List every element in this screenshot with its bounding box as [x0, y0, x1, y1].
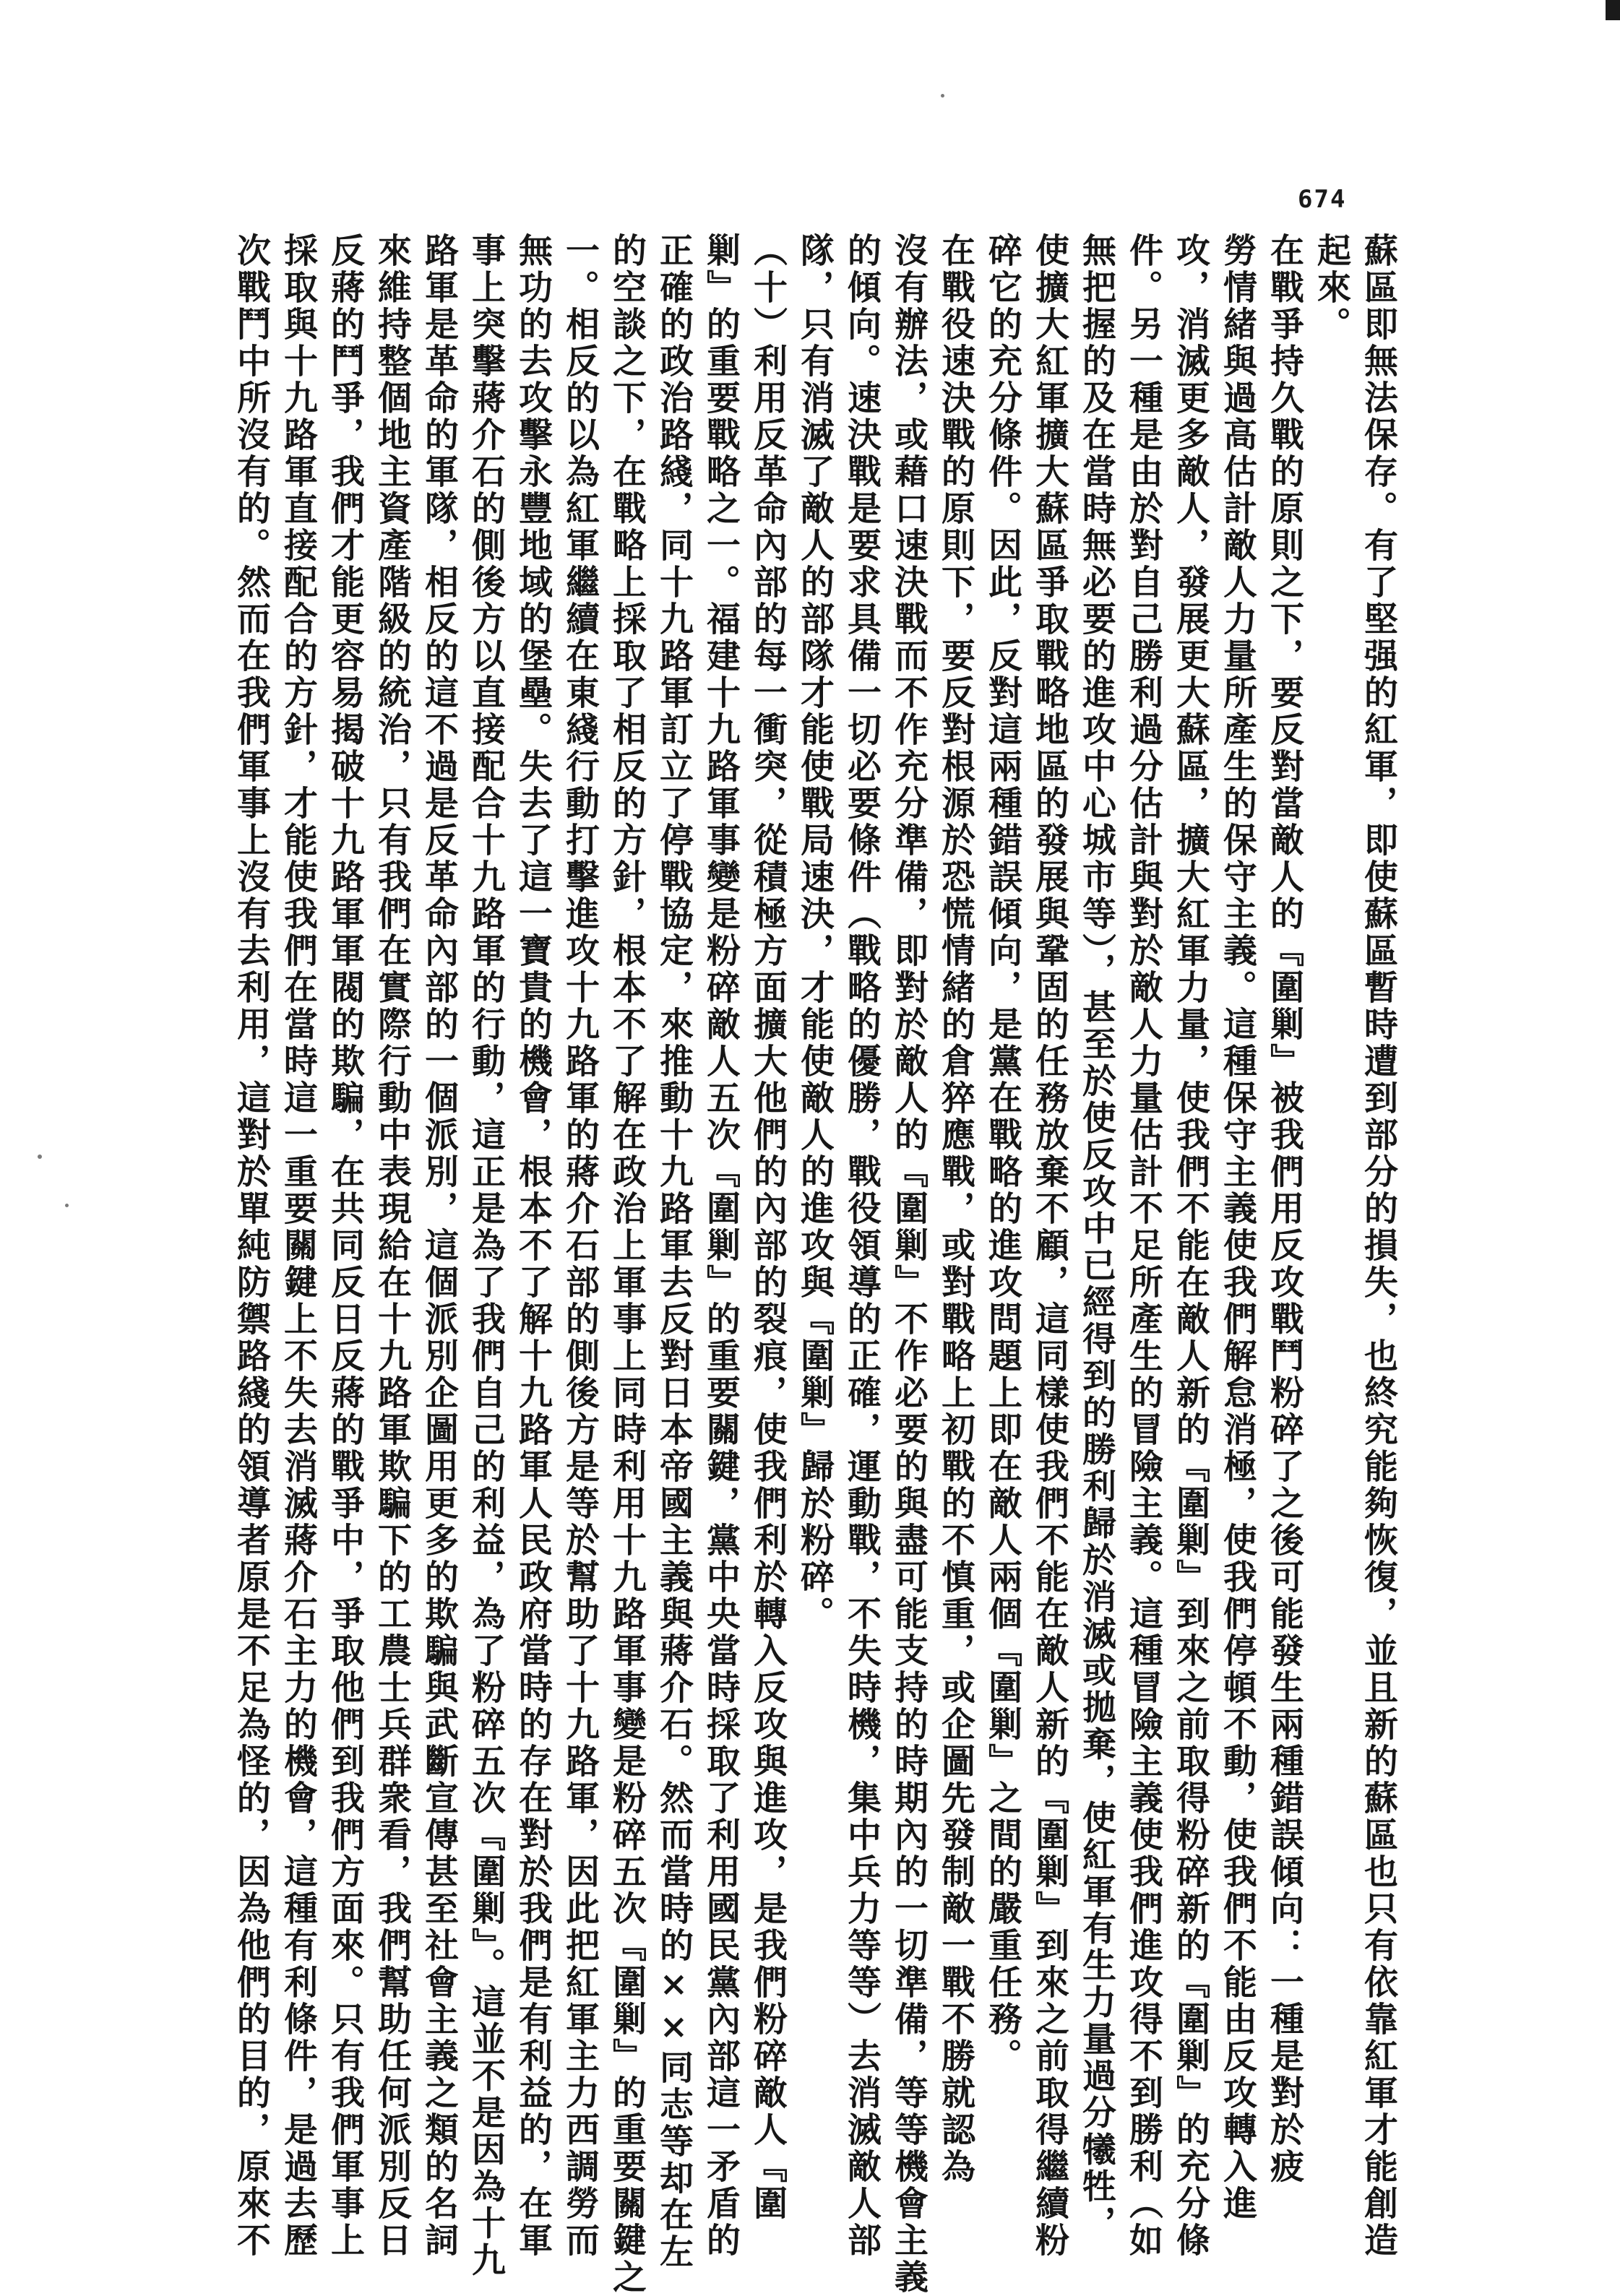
- text-column: 無把握的及在當時無必要的進攻中心城市等），甚至於使反攻中已經得到的勝利歸於消滅或拋棄，使紅軍有生力量過分犧牲，: [1077, 233, 1116, 2243]
- scan-corner-mark: [1606, 0, 1620, 20]
- text-column: 採取與十九路軍直接配合的方針，才能使我們在當時這一重要關鍵上不失去消滅蔣介石主力的機會，這種有利條件，是過去歷: [278, 233, 318, 2259]
- text-column: 隊，只有消滅了敵人的部隊才能使戰局速決，才能使敵人的進攻與『圍剿』歸於粉碎。: [795, 233, 835, 1633]
- text-column: 反蔣的鬥爭，我們才能更容易揭破十九路軍軍閥的欺騙，在共同反日反蔣的戰爭中，爭取他們到我們方面來。只有我們軍事上: [325, 233, 365, 2259]
- text-column: 無功的去攻擊永豐地域的堡壘。失去了這一寶貴的機會，根本不了解十九路軍人民政府當時的存在對於我們是有利益的，在軍: [513, 233, 553, 2259]
- text-column: 蘇區即無法保存。有了堅强的紅軍，即使蘇區暫時遭到部分的損失，也終究能夠恢復，並且新的蘇區也只有依靠紅軍才能創造: [1358, 233, 1398, 2259]
- text-column: 在戰爭持久戰的原則之下，要反對當敵人的『圍剿』被我們用反攻戰鬥粉碎了之後可能發生兩種錯誤傾向：一種是對於疲: [1264, 233, 1304, 2185]
- text-column: 沒有辦法，或藉口速決戰而不作充分準備，即對於敵人的『圍剿』不作必要的與盡可能支持的時期內的一切準備，等等機會主義: [889, 233, 929, 2296]
- scan-speck: [38, 1155, 42, 1159]
- text-column: （十）利用反革命內部的每一衝突，從積極方面擴大他們的內部的裂痕，使我們利於轉入反攻與進攻，是我們粉碎敵人『圍: [748, 233, 788, 2222]
- text-column: 次戰鬥中所沒有的。然而在我們軍事上沒有去利用，這對於單純防禦路綫的領導者原是不足為怪的，因為他們的目的，原來不: [231, 233, 271, 2259]
- text-column: 在戰役速決戰的原則下，要反對根源於恐慌情緒的倉猝應戰，或對戰略上初戰的不慎重，或企圖先發制敵一戰不勝就認為: [936, 233, 975, 2185]
- text-column: 的傾向。速決戰是要求具備一切必要條件（戰略的優勝，戰役領導的正確，運動戰，不失時機，集中兵力等等）去消滅敵人部: [842, 233, 882, 2259]
- text-column: 的空談之下，在戰略上採取了相反的方針，根本不了解在政治上軍事上同時利用十九路軍事變是粉碎五次『圍剿』的重要關鍵之: [607, 233, 647, 2296]
- text-column: 件。另一種是由於對自己勝利過分估計與對於敵人力量估計不足所產生的冒險主義。這種冒險主義使我們進攻得不到勝利（如: [1124, 233, 1163, 2259]
- text-column: 勞情緒與過高估計敵人力量所產生的保守主義。這種保守主義使我們解怠消極，使我們停頓不動，使我們不能由反攻轉入進: [1218, 233, 1257, 2222]
- scan-speck: [65, 1204, 69, 1207]
- text-column: 剿』的重要戰略之一。福建十九路軍事變是粉碎敵人五次『圍剿』的重要關鍵，黨中央當時採取了利用國民黨內部這一矛盾的: [701, 233, 741, 2259]
- page-number: 674: [1298, 185, 1347, 214]
- vertical-text-body: [231, 233, 1402, 2296]
- text-column: 攻，消滅更多敵人，發展更大蘇區，擴大紅軍力量，使我們不能在敵人新的『圍剿』到來之前取得粉碎新的『圍剿』的充分條: [1171, 233, 1210, 2259]
- text-column: 正確的政治路綫，同十九路軍訂立了停戰協定，來推動十九路軍去反對日本帝國主義與蔣介石。然而當時的××同志等却在左: [654, 233, 694, 2271]
- text-column: 一。相反的以為紅軍繼續在東綫行動打擊進攻十九路軍的蔣介石部的側後方是等於幫助了十九路軍，因此把紅軍主力西調勞而: [560, 233, 600, 2259]
- scan-speck: [941, 94, 944, 98]
- text-column: 事上突擊蔣介石的側後方以直接配合十九路軍的行動，這正是為了我們自己的利益，為了粉碎五次『圍剿』。這並不是因為十九: [466, 233, 506, 2279]
- text-column: 碎它的充分條件。因此，反對這兩種錯誤傾向，是黨在戰略的進攻問題上即在敵人兩個『圍剿』之間的嚴重任務。: [983, 233, 1022, 2075]
- text-column: 起來。: [1311, 233, 1351, 343]
- text-column: 使擴大紅軍擴大蘇區爭取戰略地區的發展與鞏固的任務放棄不顧，這同樣使我們不能在敵人新的『圍剿』到來之前取得繼續粉: [1030, 233, 1069, 2259]
- text-column: 來維持整個地主資產階級的統治，只有我們在實際行動中表現給在十九路軍欺騙下的工農士兵群衆看，我們幫助任何派別反日: [372, 233, 412, 2259]
- text-column: 路軍是革命的軍隊，相反的這不過是反革命內部的一個派別，這個派別企圖用更多的欺騙與武斷宣傳甚至社會主義之類的名詞: [419, 233, 459, 2259]
